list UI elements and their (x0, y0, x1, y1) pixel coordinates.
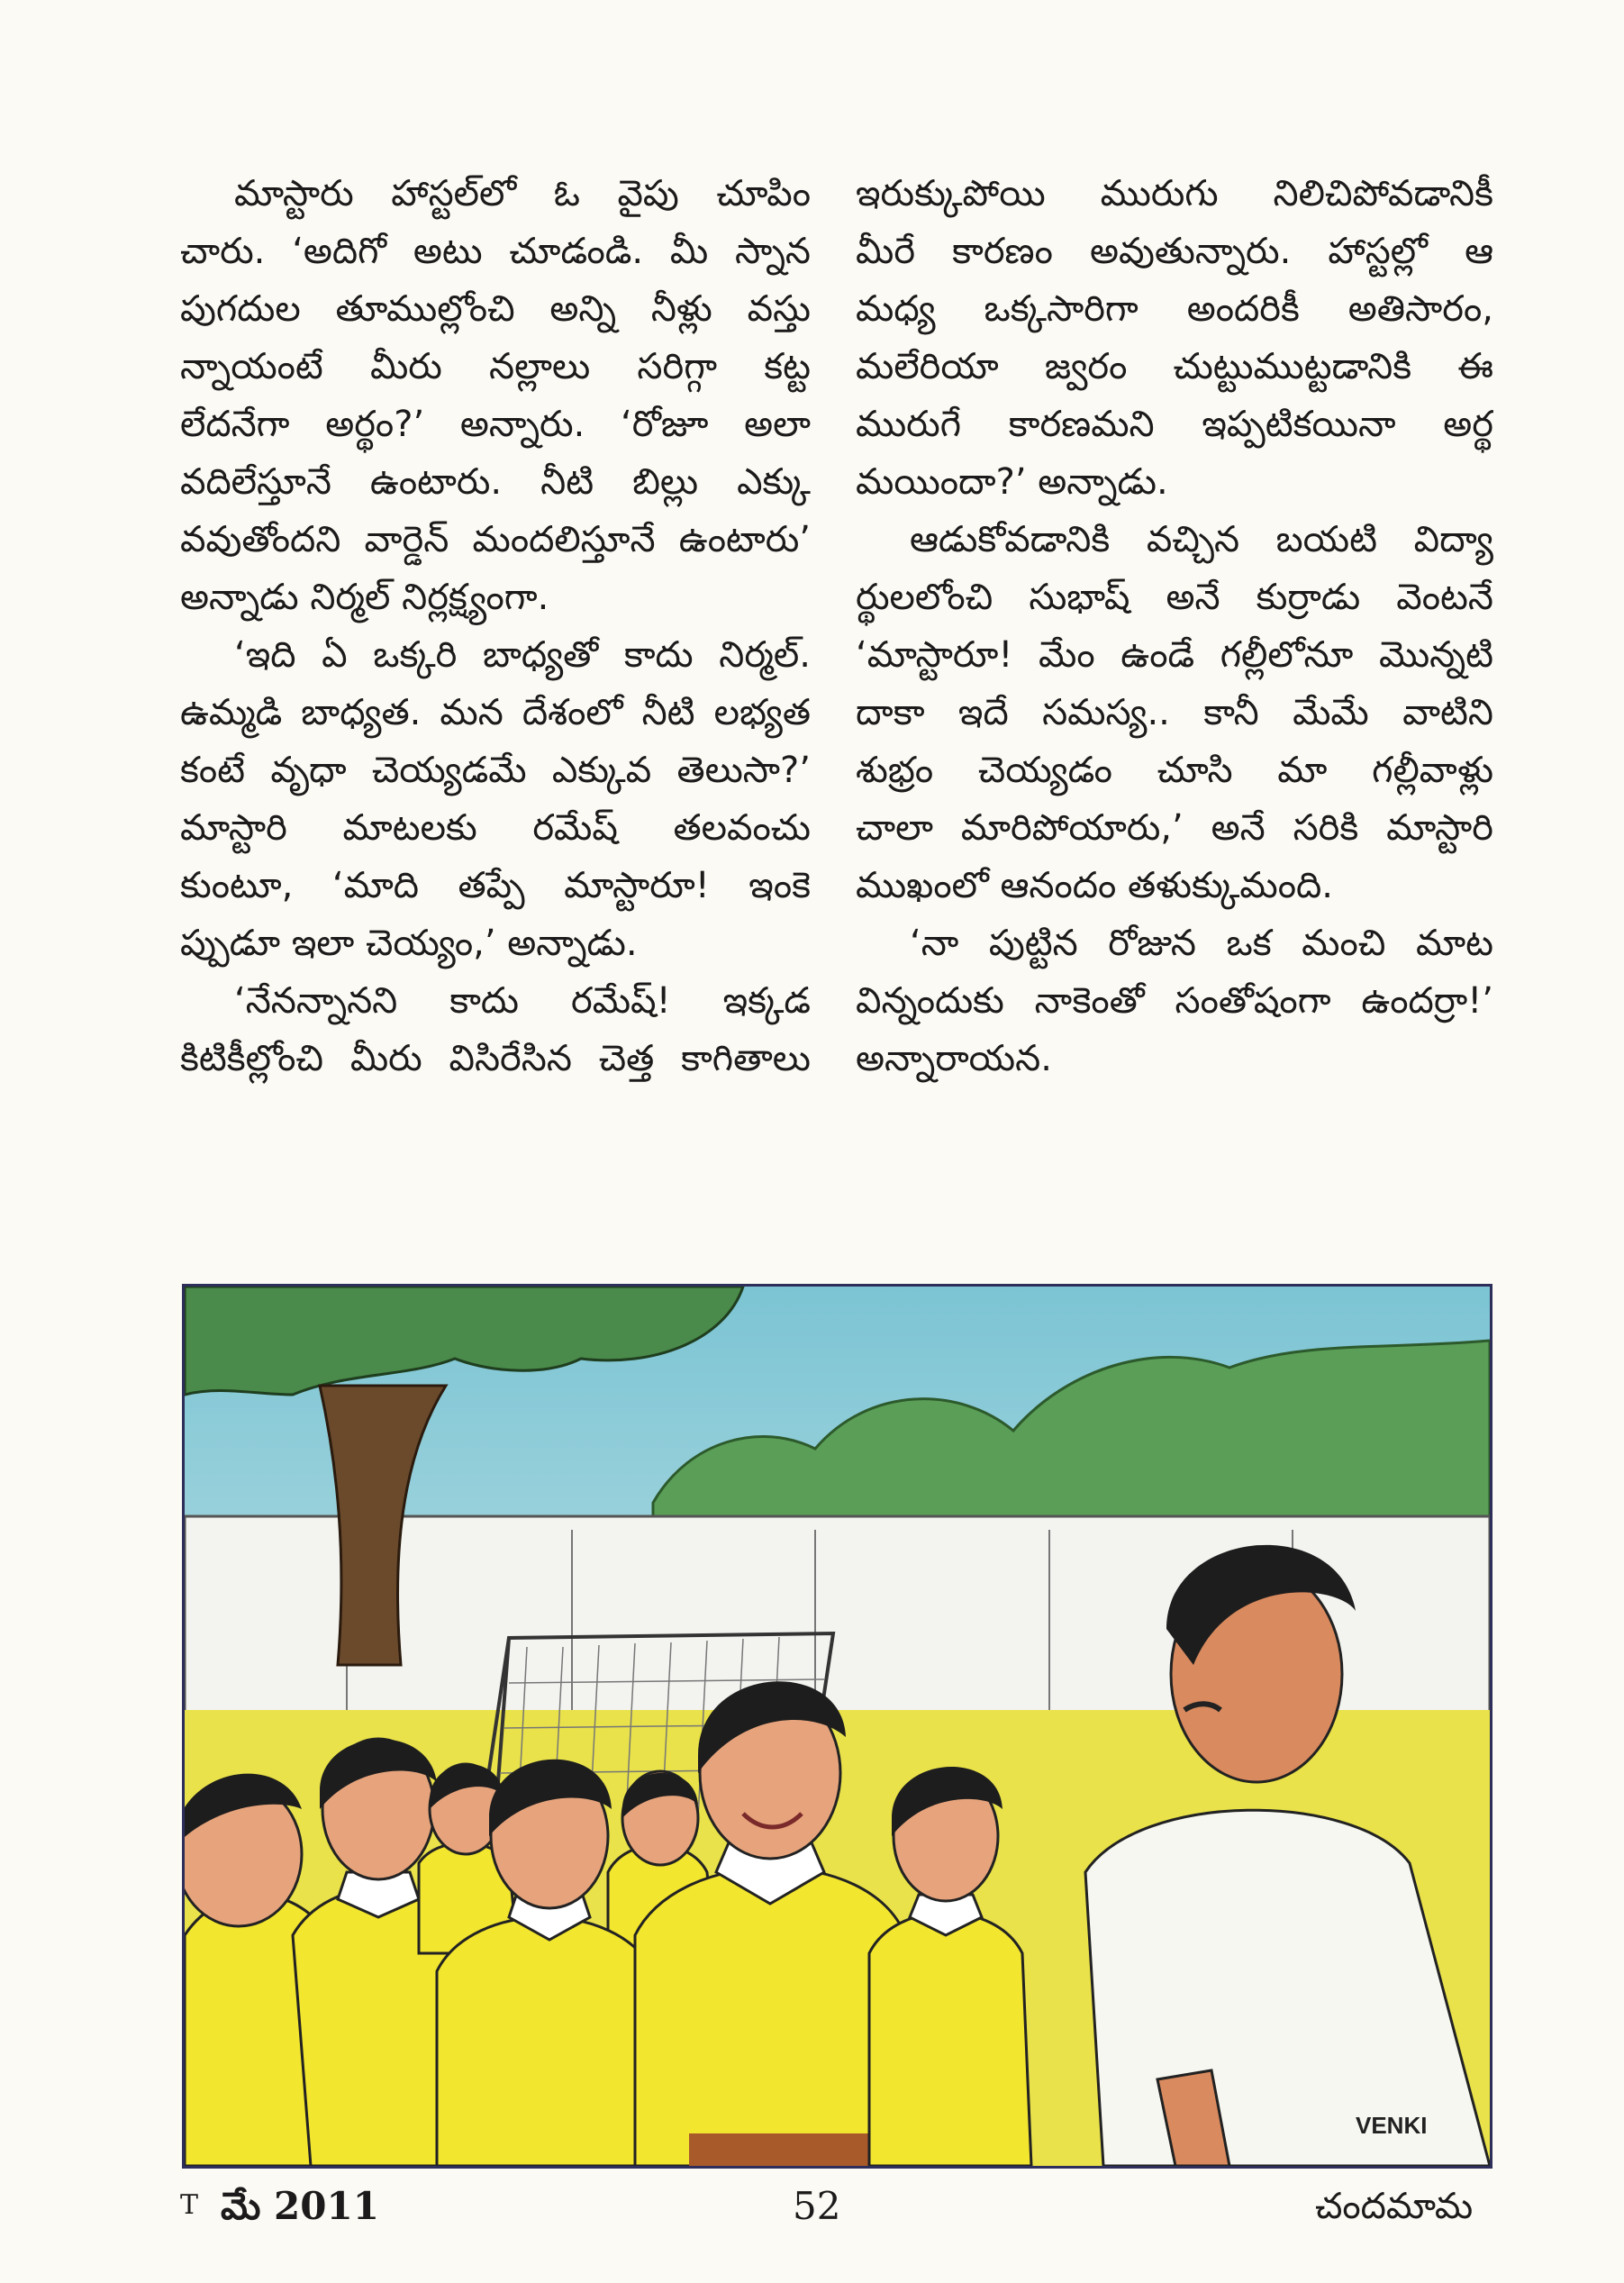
text-line: ఆడుకోవడానికి వచ్చిన బయటి విద్యా (910, 519, 1493, 560)
text-line: కుంటూ, ‘మాది తప్పే మాస్టారూ! ఇంకె (180, 865, 811, 906)
text-line: కిటికీల్లోంచి మీరు విసిరేసిన చెత్త కాగితాలు (180, 1038, 811, 1079)
text-line: ఇరుక్కుపోయి మురుగు నిలిచిపోవడానికీ (856, 173, 1493, 214)
text-line: వవుతోందని వార్డెన్ మందలిస్తూనే ఉంటారు’ (180, 519, 811, 560)
right-column (856, 165, 1493, 1087)
text-line: ‘నేనన్నానని కాదు రమేష్! ఇక్కడ (234, 980, 811, 1022)
text-line: మధ్య ఒక్కసారిగా అందరికీ అతిసారం, (856, 288, 1493, 330)
text-line: పుగదుల తూముల్లోంచి అన్ని నీళ్లు వస్తు (180, 288, 811, 330)
text-line: చారు. ‘అదిగో అటు చూడండి. మీ స్నాన (180, 231, 811, 272)
text-line: ప్పుడూ ఇలా చెయ్యం,’ అన్నాడు. (180, 923, 638, 964)
text-line: శుభ్రం చెయ్యడం చూసి మా గల్లీవాళ్లు (856, 750, 1493, 791)
text-line: మురుగే కారణమని ఇప్పటికయినా అర్థ (856, 404, 1493, 445)
issue-date: మే 2011 (221, 2184, 379, 2228)
text-line: మయిందా?’ అన్నాడు. (856, 461, 1168, 503)
text-line: వదిలేస్తూనే ఉంటారు. నీటి బిల్లు ఎక్కు (180, 461, 811, 503)
text-line: ర్థులలోంచి సుభాష్ అనే కుర్రాడు వెంటనే (856, 577, 1493, 618)
story-illustration (182, 1284, 1492, 2169)
text-line: ‘నా పుట్టిన రోజున ఒక మంచి మాట (910, 923, 1493, 964)
text-line: అన్నారాయన. (856, 1038, 1052, 1079)
text-line: కంటే వృధా చెయ్యడమే ఎక్కువ తెలుసా?’ (180, 750, 811, 791)
text-line: లేదనేగా అర్థం?’ అన్నారు. ‘రోజూ అలా (180, 404, 811, 445)
text-line: ‘ఇది ఏ ఒక్కరి బాధ్యతో కాదు నిర్మల్. (234, 634, 811, 676)
text-line: అన్నాడు నిర్మల్ నిర్లక్ష్యంగా. (180, 577, 549, 618)
teacher-with-students-illustration (185, 1287, 1490, 2166)
text-line: మాస్టారు హాస్టల్‌లో ఓ వైపు చూపిం (234, 173, 811, 214)
footer-marker: T (180, 2189, 199, 2221)
text-line: న్నాయంటే మీరు నల్లాలు సరిగ్గా కట్ట (180, 346, 811, 387)
text-line: ఉమ్మడి బాధ్యత. మన దేశంలో నీటి లభ్యత (180, 692, 811, 733)
text-line: మాస్టారి మాటలకు రమేష్ తలవంచు (180, 807, 811, 849)
text-line: మలేరియా జ్వరం చుట్టుముట్టడానికి ఈ (856, 346, 1493, 387)
magazine-name: చందమామ (1315, 2186, 1474, 2227)
text-line: మీరే కారణం అవుతున్నారు. హాస్టల్లో ఆ (856, 231, 1493, 272)
text-line: ముఖంలో ఆనందం తళుక్కుమంది. (856, 865, 1333, 906)
left-column (180, 165, 811, 1087)
text-line: విన్నందుకు నాకెంతో సంతోషంగా ఉందర్రా!’ (856, 980, 1493, 1022)
page-footer (0, 2180, 1624, 2234)
text-line: ‘మాస్టారూ! మేం ఉండే గల్లీలోనూ మొన్నటి (856, 634, 1493, 676)
page-number: 52 (793, 2184, 841, 2228)
artist-signature: VENKI (1356, 2112, 1428, 2139)
text-line: దాకా ఇదే సమస్య.. కానీ మేమే వాటిని (856, 692, 1493, 733)
text-line: చాలా మారిపోయారు,’ అనే సరికి మాస్టారి (856, 807, 1493, 849)
